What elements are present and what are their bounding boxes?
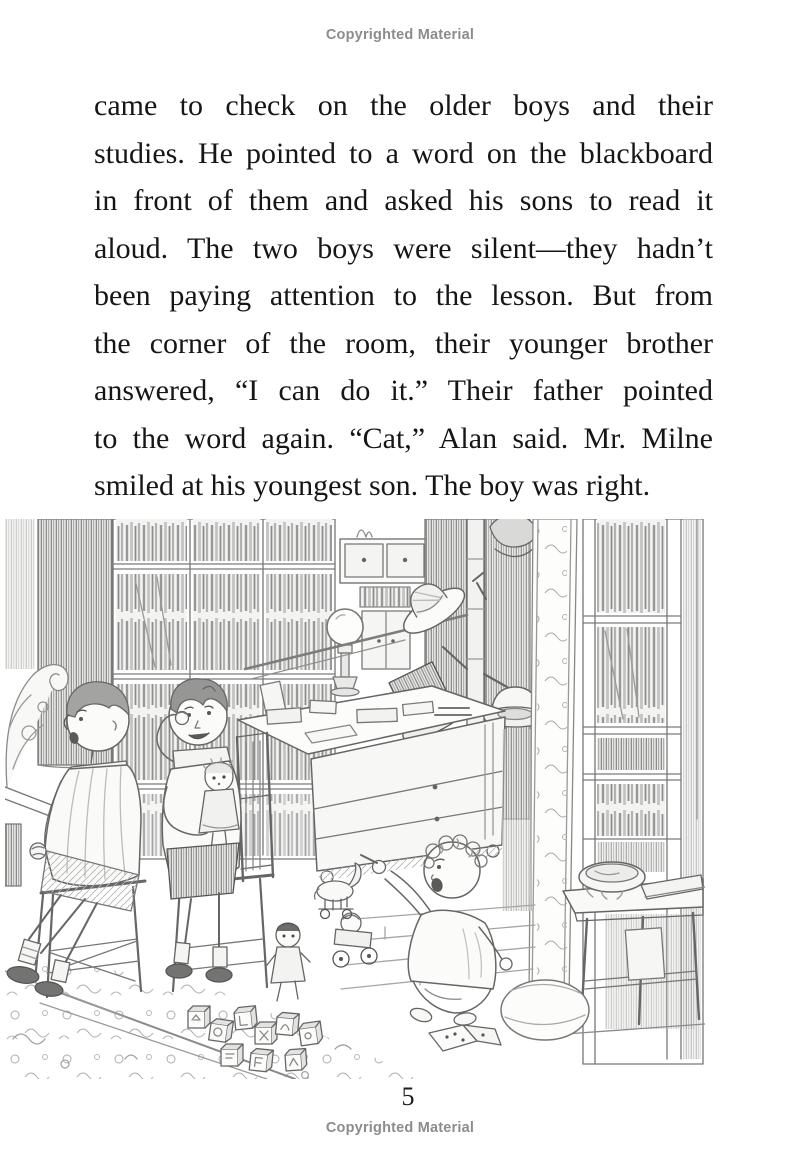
paragraph-line: the corner of the room, their younger brother	[94, 326, 713, 360]
paragraph	[94, 82, 713, 510]
paragraph-line: to the word again. “Cat,” Alan said. Mr. Milne	[94, 421, 713, 455]
paragraph-line: been paying attention to the lesson. But from	[94, 279, 713, 312]
paragraph-line: came to check on the older boys and their	[94, 89, 713, 122]
copyright-notice-bottom: Copyrighted Material	[325, 1120, 475, 1136]
nursery-illustration	[5, 519, 705, 1079]
page-number: 5	[401, 1082, 415, 1111]
paragraph-line: studies. He pointed to a word on the blackboard	[94, 136, 713, 170]
paragraph-line: in front of them and asked his sons to read it	[94, 184, 713, 217]
copyright-notice-top: Copyrighted Material	[325, 27, 475, 43]
paragraph-line: aloud. The two boys were silent—they hadn’t	[94, 231, 713, 265]
ornate-strip	[529, 519, 577, 999]
paragraph-line: answered, “I can do it.” Their father pointed	[94, 374, 713, 407]
toy-dolls	[267, 913, 377, 1001]
paragraph-line: smiled at his youngest son. The boy was right.	[94, 469, 651, 502]
